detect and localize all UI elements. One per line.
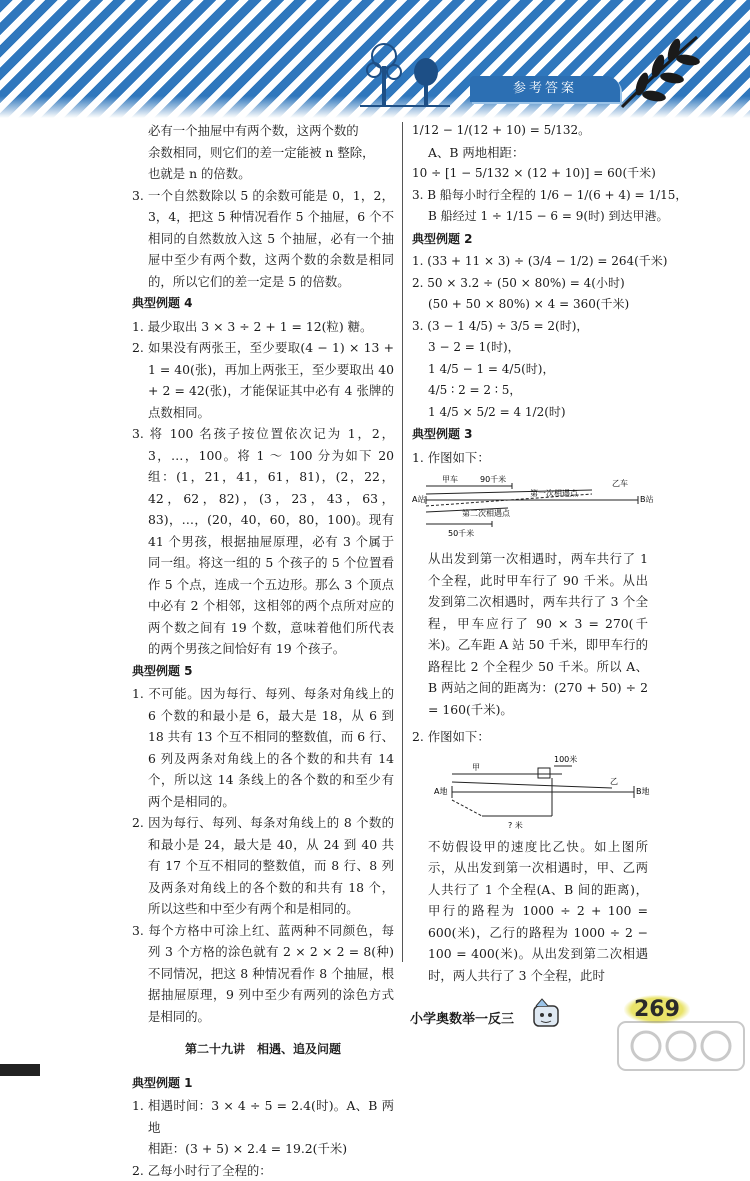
formula-line: 4/5 ∶ 2 = 2 ∶ 5， bbox=[412, 380, 648, 402]
answer-tab: 参考答案 bbox=[470, 76, 620, 102]
formula-line: 1 4/5 − 1 = 4/5(时)， bbox=[412, 359, 648, 381]
formula-line: 1. (33 + 11 × 3) ÷ (3/4 − 1/2) = 264(千米) bbox=[412, 251, 648, 273]
section-heading: 典型例题 4 bbox=[132, 293, 394, 315]
text-line: 必有一个抽屉中有两个数，这两个数的 bbox=[132, 120, 394, 142]
place-a-label: A地 bbox=[434, 786, 447, 796]
distance-100-label: 100米 bbox=[554, 754, 577, 764]
formula-line: 2. 50 × 3.2 ÷ (50 × 80%) = 4(小时) bbox=[412, 273, 648, 295]
answer-item: 2. 如果没有两张王，至少要取(4 − 1) × 13 + 1 = 40(张)，再加上两张王，至少要取出 40 + 2 = 42(张)，才能保证其中必有 4 张牌的点数相同。 bbox=[132, 337, 394, 423]
text-line: 相距：(3 + 5) × 2.4 = 19.2(千米) bbox=[132, 1138, 394, 1160]
station-a-label: A站 bbox=[412, 494, 425, 504]
watermark-logo-icon bbox=[616, 1020, 746, 1072]
section-heading: 典型例题 2 bbox=[412, 229, 648, 251]
walker-jia-label: 甲 bbox=[472, 763, 480, 772]
formula-line: 10 ÷ [1 − 5/132 × (12 + 10)] = 60(千米) bbox=[412, 163, 648, 185]
station-b-label: B站 bbox=[640, 494, 654, 504]
corner-bar bbox=[0, 1064, 40, 1076]
answer-item: 3. B 船每小时行全程的 1/6 − 1/(6 + 4) = 1/15， bbox=[412, 185, 648, 207]
answer-item: 1. 作图如下： bbox=[412, 447, 648, 469]
formula-line: 3 − 2 = 1(时)， bbox=[412, 337, 648, 359]
formula-line: 1 4/5 × 5/2 = 4 1/2(时) bbox=[412, 402, 648, 424]
tree-icon bbox=[360, 36, 450, 108]
meet-point-1-label: 第一次相遇点 bbox=[530, 488, 579, 498]
answer-item: 1. 最少取出 3 × 3 ÷ 2 + 1 = 12(粒) 糖。 bbox=[132, 316, 394, 338]
text-line: 余数相同，则它们的差一定能被 n 整除， bbox=[132, 142, 394, 164]
formula-line: 1/12 − 1/(12 + 10) = 5/132。 bbox=[412, 120, 648, 142]
car-yi-label: 乙车 bbox=[612, 478, 628, 488]
meeting-diagram-2 bbox=[412, 752, 648, 830]
left-column bbox=[132, 120, 394, 1181]
answer-item: 1. 相遇时间：3 × 4 ÷ 5 = 2.4(时)。A、B 两地 bbox=[132, 1095, 394, 1138]
answer-explanation: 从出发到第一次相遇时，两车共行了 1 个全程，此时甲车行了 90 千米。从出发到第二次相遇时，两车共行了 3 个全程，甲车应行了 90 × 3 = 270(千米)。乙车距 A 站 50 千米，即甲车行的路程比 2 个全程少 50 千米。所以 A、B 两站之间的距离为：(270 + 50) ÷ 2 = 160(千米)。 bbox=[412, 548, 648, 720]
lecture-title: 第二十九讲 相遇、追及问题 bbox=[132, 1039, 394, 1061]
walker-yi-label: 乙 bbox=[610, 777, 618, 786]
answer-item: 1. 不可能。因为每行、每列、每条对角线上的 6 个数的和最小是 6，最大是 18，从 6 到 18 共有 13 个互不相同的整数值，而 6 行、6 列及两条对角线上的各个数的和共有 14 个，所以这 14 条线上的各个数的和至少有两个是相同的。 bbox=[132, 683, 394, 812]
meeting-diagram-1 bbox=[412, 472, 648, 542]
page-number: 269 bbox=[624, 995, 690, 1024]
section-heading: 典型例题 5 bbox=[132, 661, 394, 683]
answer-item: 2. 因为每行、每列、每条对角线上的 8 个数的和最小是 24，最大是 40，从 24 到 40 共有 17 个互不相同的整数值，而 8 行、8 列及两条对角线上的各个数的和共有 18 个，所以这些和中至少有两个和是相同的。 bbox=[132, 812, 394, 920]
formula-line: 3. (3 − 1 4/5) ÷ 3/5 = 2(时)， bbox=[412, 316, 648, 338]
section-heading: 典型例题 1 bbox=[132, 1073, 394, 1095]
answer-item: 2. 作图如下： bbox=[412, 726, 648, 748]
text-line: 也就是 n 的倍数。 bbox=[132, 163, 394, 185]
answer-item: 3. 每个方格中可涂上红、蓝两种不同颜色，每列 3 个方格的涂色就有 2 × 2 × 2 = 8(种) 不同情况，把这 8 种情况看作 8 个抽屉，根据抽屉原理，9 列中至少有两列的涂色方式是相同的。 bbox=[132, 920, 394, 1028]
book-title: 小学奥数举一反三 bbox=[410, 1008, 514, 1027]
distance-50-label: 50千米 bbox=[448, 528, 474, 538]
unknown-distance-label: ? 米 bbox=[508, 820, 523, 830]
distance-90-label: 90千米 bbox=[480, 474, 506, 484]
leaf-branch-icon bbox=[612, 32, 702, 112]
answer-item: 3. 一个自然数除以 5 的余数可能是 0，1，2，3，4，把这 5 种情况看作 5 个抽屉，6 个不相同的自然数放入这 5 个抽屉，必有一个抽屉中至少有两个数，这两个数的余数是相同的，所以它们的差一定是 5 的倍数。 bbox=[132, 185, 394, 293]
text-line: A、B 两地相距： bbox=[412, 142, 648, 164]
answer-explanation: 不妨假设甲的速度比乙快。如上图所示，从出发到第一次相遇时，甲、乙两人共行了 1 个全程(A、B 间的距离)，甲行的路程为 1000 ÷ 2 + 100 = 600(米)，乙行的路程为 1000 ÷ 2 − 100 = 400(米)。从出发到第二次相遇时，两人共行了 3 个全程，此时 bbox=[412, 836, 648, 987]
place-b-label: B地 bbox=[636, 786, 650, 796]
right-column bbox=[412, 120, 648, 986]
mascot-icon bbox=[528, 996, 568, 1032]
formula-line: (50 + 50 × 80%) × 4 = 360(千米) bbox=[412, 294, 648, 316]
section-heading: 典型例题 3 bbox=[412, 424, 648, 446]
answer-item: 2. 乙每小时行了全程的： bbox=[132, 1160, 394, 1181]
meet-point-2-label: 第二次相遇点 bbox=[462, 508, 511, 518]
formula-line: B 船经过 1 ÷ 1/15 − 6 = 9(时) 到达甲港。 bbox=[412, 206, 648, 228]
car-jia-label: 甲车 bbox=[442, 474, 458, 484]
answer-item: 3. 将 100 名孩子按位置依次记为 1，2，3，…，100。将 1 ～ 100 分为如下 20 组：(1，21，41，61，81)，(2，22，42，62，82)，(3，23，43，63，83)，…，(20，40，60，80，100)。现有 41 个男孩，根据抽屉原理，必有 3 个属于同一组。将这一组的 5 个孩子的 5 个位置看作 5 个点，连成一个五边形。那么 3 个顶点中必有 2 个相邻，这相邻的两个点所对应的两个数之间有 19 个数，意味着他们所代表的两个男孩之间恰好有 19 个孩子。 bbox=[132, 423, 394, 660]
column-divider bbox=[402, 122, 403, 962]
